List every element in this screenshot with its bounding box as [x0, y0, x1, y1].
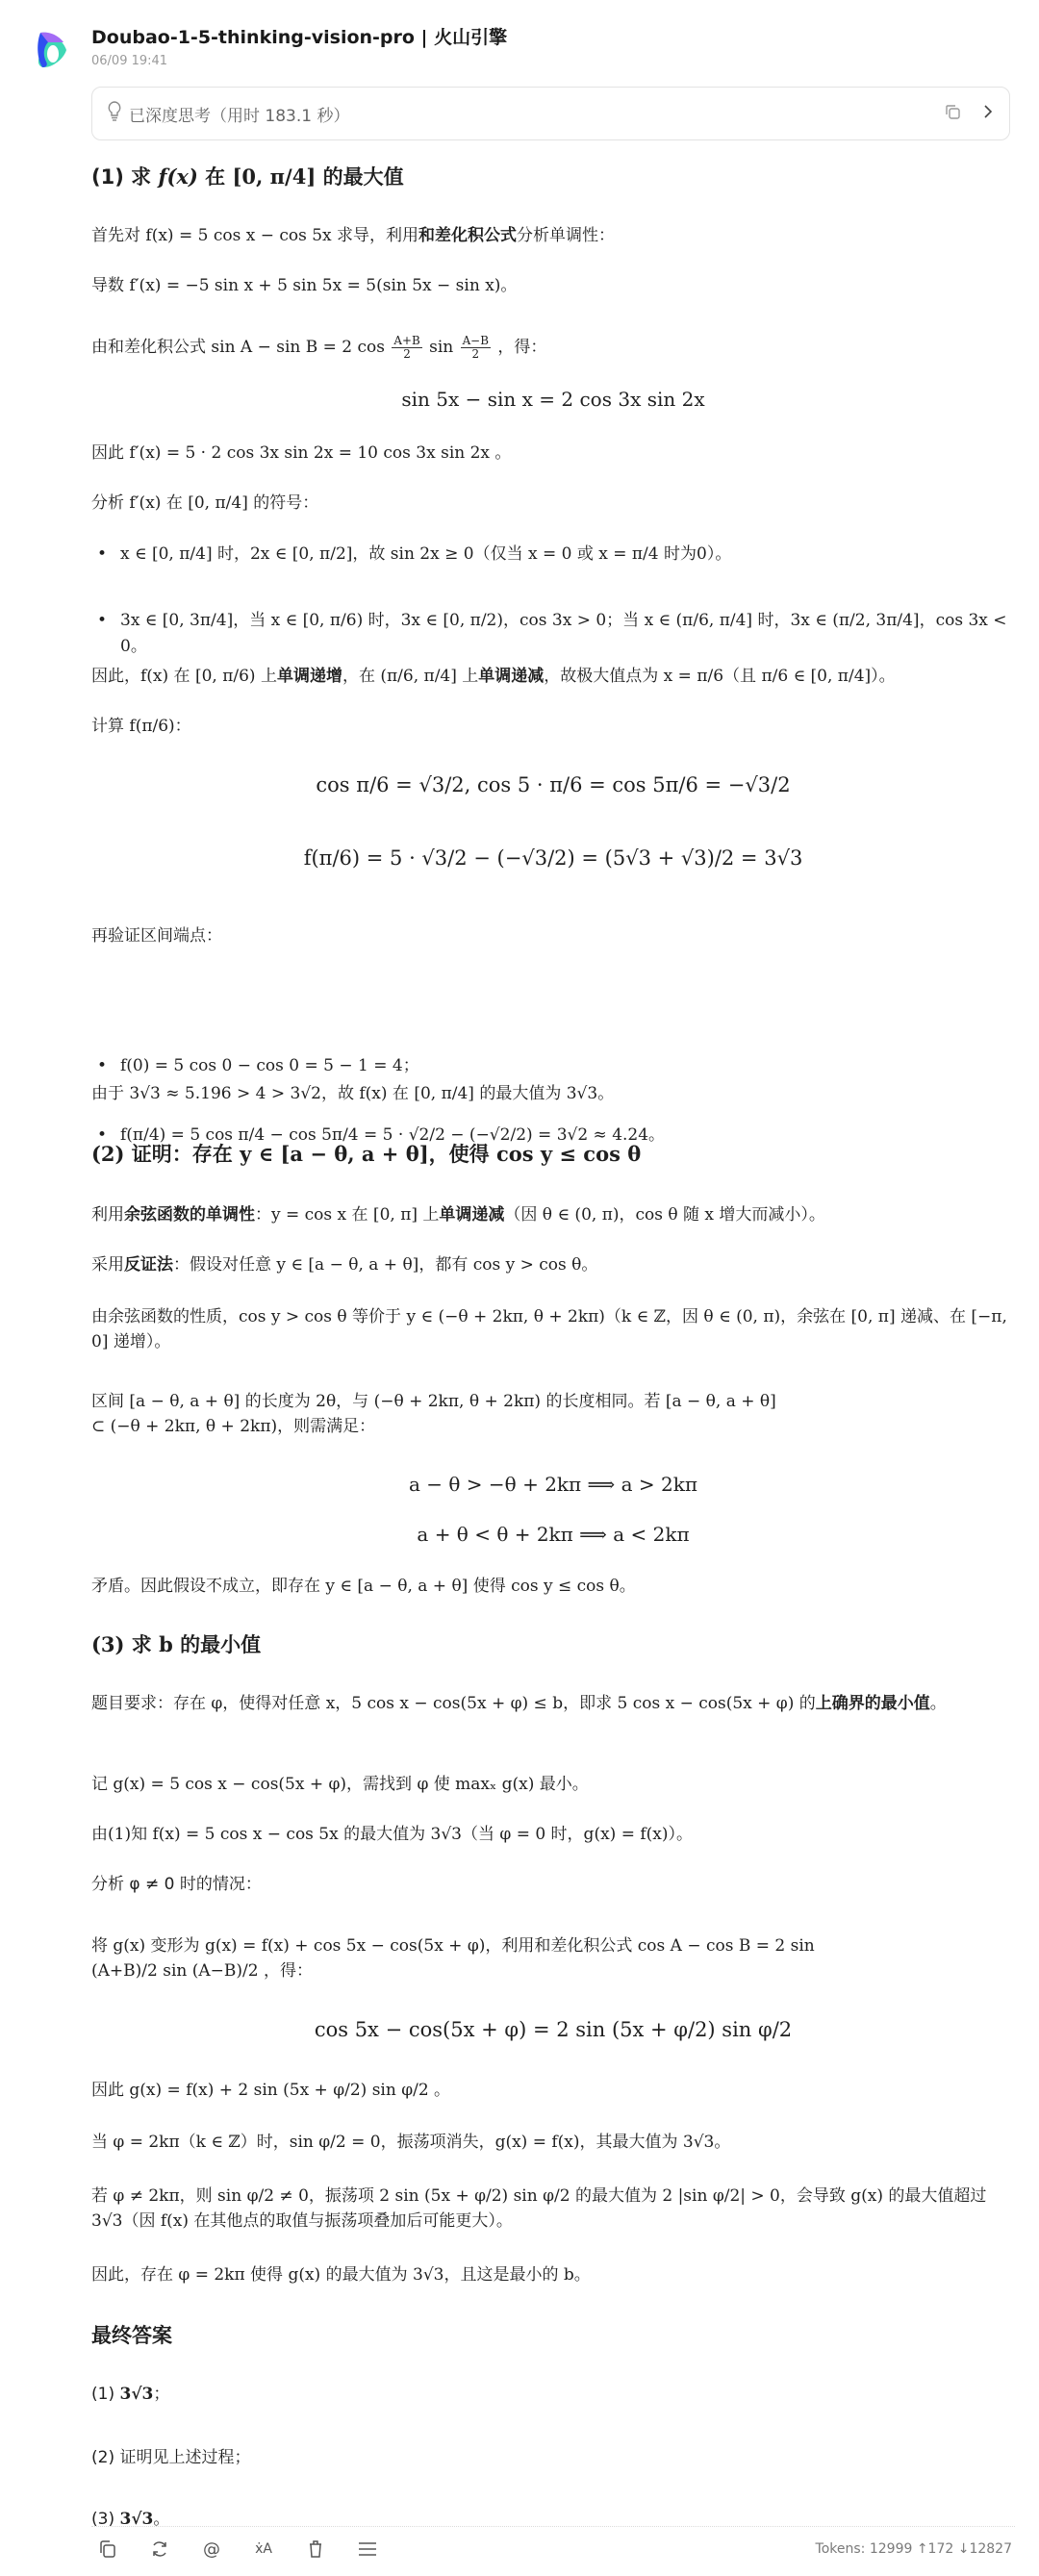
part3-para-g-form: 因此 g(x) = f(x) + 2 sin (5x + φ/2) sin φ/2 。 [91, 2081, 451, 2100]
copy-icon[interactable] [944, 103, 961, 124]
menu-icon[interactable] [356, 2538, 379, 2561]
part1-bullet-f0: • f(0) = 5 cos 0 − cos 0 = 5 − 1 = 4； [91, 1053, 1039, 1078]
part1-para-endpoints: 再验证区间端点： [91, 926, 222, 946]
part1-para-monotonic: 因此，f(x) 在 [0, π/6) 上单调递增，在 (π/6, π/4] 上单调递减，故极大值点为 x = π/6（且 π/6 ∈ [0, π/4]）。 [91, 667, 896, 686]
model-title: Doubao-1-5-thinking-vision-pro | 火山引擎 [91, 27, 508, 48]
part3-para-phi-2kpi: 当 φ = 2kπ（k ∈ ℤ）时，sin φ/2 = 0，振荡项消失，g(x) = f(x)，其最大值为 3√3。 [91, 2133, 731, 2152]
part2-para-monotonic: 利用余弦函数的单调性：y = cos x 在 [0, π] 上单调递减（因 θ ∈ (0, π)，cos θ 随 x 增大而减小）。 [91, 1205, 825, 1225]
part3-para-phi-nonzero: 分析 φ ≠ 0 时的情况： [91, 1875, 262, 1894]
part1-para-sign-analysis: 分析 f′(x) 在 [0, π/4] 的符号： [91, 493, 319, 513]
part2-conclusion: 矛盾。因此假设不成立，即存在 y ∈ [a − θ, a + θ] 使得 cos y ≤ cos θ。 [91, 1577, 636, 1596]
part1-bullet-cos3x: • 3x ∈ [0, 3π/4]，当 x ∈ [0, π/6) 时，3x ∈ [0, π/2)，cos 3x > 0；当 x ∈ (π/6, π/4] 时，3x ∈ (π/2, 3π/4]，cos 3x < 0。 [91, 608, 1015, 659]
answer-content [91, 154, 1015, 2529]
part1-bullet-sin2x: • x ∈ [0, π/4] 时，2x ∈ [0, π/2]，故 sin 2x ≥ 0（仅当 x = 0 或 x = π/4 时为0）。 [91, 542, 1039, 567]
part2-para-cos-property: 由余弦函数的性质，cos y > cos θ 等价于 y ∈ (−θ + 2kπ, θ + 2kπ)（k ∈ ℤ，因 θ ∈ (0, π)，余弦在 [0, π] 递减、在 [−π, 0] 递增）。 [91, 1307, 1007, 1352]
part1-para-compute: 计算 f(π/6)： [91, 717, 191, 736]
message-actions-toolbar [96, 2538, 379, 2561]
part3-para-define-g: 记 g(x) = 5 cos x − cos(5x + φ)，需找到 φ 使 maxₓ g(x) 最小。 [91, 1775, 589, 1794]
final-answer-2: (2) 证明见上述过程； [91, 2448, 251, 2467]
final-answer-heading: 最终答案 [91, 2324, 172, 2347]
part3-para-transform: 将 g(x) 变形为 g(x) = f(x) + cos 5x − cos(5x + φ)，利用和差化积公式 cos A − cos B = 2 sin (A+B)/2 sin (A−B)/2 ，得： [91, 1936, 815, 1982]
part3-display-identity: cos 5x − cos(5x + φ) = 2 sin (5x + φ/2) sin φ/2 [314, 2018, 793, 2041]
final-answer-3: (3) 3√3。 [91, 2510, 170, 2529]
part2-heading: (2) 证明：存在 y ∈ [a − θ, a + θ]，使得 cos y ≤ cos θ [91, 1142, 642, 1166]
part3-para-requirement: 题目要求：存在 φ，使得对任意 x，5 cos x − cos(5x + φ) ≤ b，即求 5 cos x − cos(5x + φ) 的上确界的最小值。 [91, 1694, 947, 1713]
part2-para-interval: 区间 [a − θ, a + θ] 的长度为 2θ，与 (−θ + 2kπ, θ + 2kπ) 的长度相同。若 [a − θ, a + θ] ⊂ (−θ + 2kπ, θ + 2kπ)，则需满足： [91, 1392, 776, 1437]
part3-para-from-part1: 由(1)知 f(x) = 5 cos x − cos 5x 的最大值为 3√3（当 φ = 0 时，g(x) = f(x)）。 [91, 1825, 693, 1844]
part3-heading: (3) 求 b 的最小值 [91, 1632, 262, 1656]
footer-divider [91, 2526, 1015, 2527]
chevron-right-icon[interactable] [982, 103, 994, 124]
message-timestamp: 06/09 19:41 [91, 54, 168, 68]
doubao-logo-icon [35, 29, 69, 71]
copy-icon[interactable] [96, 2538, 119, 2561]
part1-display-identity: sin 5x − sin x = 2 cos 3x sin 2x [401, 388, 705, 411]
final-answer-1: (1) 3√3； [91, 2385, 170, 2404]
part1-para-therefore: 因此 f′(x) = 5 · 2 cos 3x sin 2x = 10 cos 3x sin 2x 。 [91, 443, 512, 463]
trash-icon[interactable] [304, 2538, 327, 2561]
thinking-summary-box[interactable] [91, 87, 1010, 140]
part3-para-phi-not-2kpi: 若 φ ≠ 2kπ，则 sin φ/2 ≠ 0，振荡项 2 sin (5x + φ/2) sin φ/2 的最大值为 2 |sin φ/2| > 0，会导致 g(x) 的最大值超过 3√3（因 f(x) 在其他点的取值与振荡项叠加后可能更大）。 [91, 2186, 987, 2232]
part2-display-ineq2: a + θ < θ + 2kπ ⟹ a < 2kπ [417, 1523, 690, 1546]
part2-para-contradiction: 采用反证法：假设对任意 y ∈ [a − θ, a + θ]，都有 cos y > cos θ。 [91, 1255, 598, 1275]
lightbulb-icon [108, 101, 121, 127]
thinking-label: 已深度思考（用时 183.1 秒） [129, 106, 350, 126]
part1-para-sum-to-product: 由和差化积公式 sin A − sin B = 2 cos $\frac{A+B}{2}$ sin $\frac{A-B}{2}$ ，得： [91, 334, 547, 361]
translate-icon[interactable]: ẋA [255, 2541, 272, 2557]
part1-heading: (1) 求 f(x) 在 [0, π/4] 的最大值 [91, 164, 404, 189]
part1-bullet-fpi4: • f(π/4) = 5 cos π/4 − cos 5π/4 = 5 · √2/2 − (−√2/2) = 3√2 ≈ 4.24。 [91, 1123, 1039, 1148]
part1-conclusion: 由于 3√3 ≈ 5.196 > 4 > 3√2，故 f(x) 在 [0, π/4] 的最大值为 3√3。 [91, 1084, 615, 1103]
part3-conclusion: 因此，存在 φ = 2kπ 使得 g(x) 的最大值为 3√3，且这是最小的 b。 [91, 2265, 591, 2285]
at-icon[interactable]: @ [203, 2538, 220, 2560]
token-count: Tokens: 12999 ↑172 ↓12827 [815, 2541, 1012, 2557]
part1-para-derivative: 导数 f′(x) = −5 sin x + 5 sin 5x = 5(sin 5x − sin x)。 [91, 276, 518, 295]
part1-display-f-value: f(π/6) = 5 · √3/2 − (−√3/2) = (5√3 + √3)/2 = 3√3 [303, 846, 803, 870]
part1-display-cos-values: cos π/6 = √3/2, cos 5 · π/6 = cos 5π/6 = −√3/2 [316, 773, 791, 796]
part2-display-ineq1: a − θ > −θ + 2kπ ⟹ a > 2kπ [409, 1473, 697, 1496]
part1-para-derivative-intro: 首先对 f(x) = 5 cos x − cos 5x 求导，利用和差化积公式分析单调性： [91, 226, 616, 245]
refresh-icon[interactable] [148, 2538, 171, 2561]
